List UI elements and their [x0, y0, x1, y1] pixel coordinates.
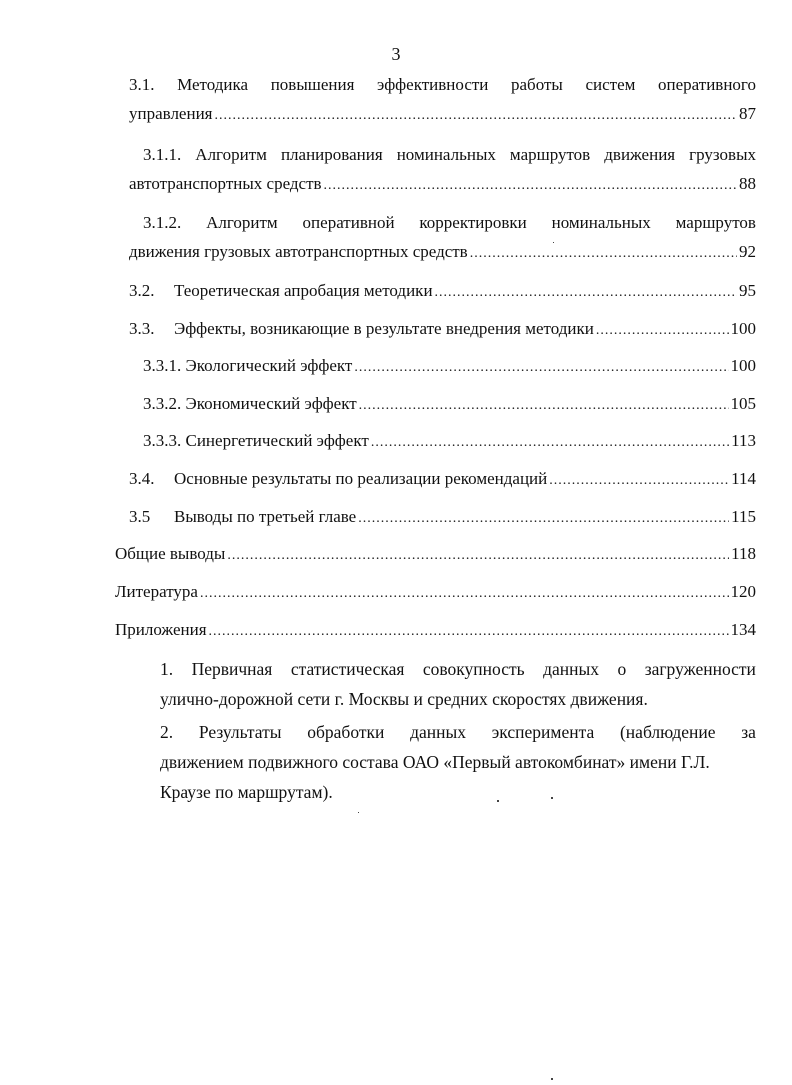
toc-entry-title: Выводы по третьей главе — [174, 507, 357, 526]
dot-leader — [354, 359, 728, 377]
toc-entry-number: 3.3. — [129, 319, 155, 338]
dot-leader — [215, 107, 738, 125]
toc-entry-title: 3.3.1. Экологический эффект — [143, 356, 353, 375]
dot-leader — [227, 547, 729, 565]
toc-entry-page: 95 — [739, 281, 756, 300]
dot-leader — [549, 472, 729, 490]
toc-entry-title: Литература — [115, 582, 198, 601]
appendix-line: 1. Первичная статистическая совокупность данных о загруженности — [160, 659, 756, 679]
toc-entry-page: 113 — [731, 431, 756, 450]
page-number: 3 — [391, 44, 401, 64]
toc-entry-3-1-1 — [129, 146, 756, 195]
appendix-line: улично-дорожной сети г. Москвы и средних скоростях движения. — [160, 689, 648, 709]
dot-leader — [470, 245, 737, 263]
toc-entry-title: Общие выводы — [115, 544, 226, 563]
toc-entry-line — [129, 243, 756, 263]
dot-leader — [358, 510, 729, 528]
dot-leader — [200, 585, 729, 603]
toc-entry-page: 120 — [730, 582, 756, 601]
scan-speck — [551, 797, 553, 799]
toc-entry-title: 3.3.3. Синергетический эффект — [143, 431, 369, 450]
toc-entry-3-3-1 — [143, 357, 756, 377]
toc-entry-page: 105 — [730, 394, 756, 413]
toc-entry-page: 87 — [739, 104, 756, 123]
toc-entry-line — [129, 105, 756, 125]
dot-leader — [371, 434, 729, 452]
appendix-line: 2. Результаты обработки данных эксперимента (наблюдение за — [160, 722, 756, 742]
toc-entry-conclusions — [115, 545, 756, 565]
scan-speck — [358, 812, 359, 813]
toc-entry-title: автотранспортных средств — [129, 174, 322, 193]
appendix-item-2 — [160, 717, 756, 807]
toc-entry-page: 114 — [731, 469, 756, 488]
toc-entry-title: движения грузовых автотранспортных средств — [129, 242, 468, 261]
toc-entry-line — [129, 175, 756, 195]
dot-leader — [596, 322, 729, 340]
toc-entry-number: 3.4. — [129, 469, 155, 488]
dot-leader — [435, 284, 737, 302]
toc-entry-title: Эффекты, возникающие в результате внедрения методики — [174, 319, 594, 338]
toc-entry-3-4 — [129, 470, 756, 490]
toc-entry-page: 92 — [739, 242, 756, 261]
toc-entry-appendices — [115, 621, 756, 641]
toc-entry-title: Приложения — [115, 620, 207, 639]
scan-speck — [497, 800, 499, 802]
scan-speck — [551, 1078, 553, 1080]
toc-entry-line: 3.1.2. Алгоритм оперативной корректировки номинальных маршрутов — [143, 213, 756, 232]
toc-entry-number: 3.2. — [129, 281, 155, 300]
toc-entry-page: 100 — [730, 356, 756, 375]
scan-speck — [553, 242, 554, 243]
toc-entry-3-1 — [129, 76, 756, 125]
toc-entry-page: 88 — [739, 174, 756, 193]
dot-leader — [359, 397, 729, 415]
toc-entry-title: 3.3.2. Экономический эффект — [143, 394, 357, 413]
toc-entry-3-3 — [129, 320, 756, 340]
toc-entry-page: 118 — [731, 544, 756, 563]
toc-entry-line: 3.1.1. Алгоритм планирования номинальных маршрутов движения грузовых — [143, 145, 756, 164]
appendix-item-1 — [160, 654, 756, 714]
toc-entry-page: 100 — [730, 319, 756, 338]
dot-leader — [209, 623, 729, 641]
toc-entry-number: 3.5 — [129, 507, 151, 526]
toc-entry-line: 3.1. Методика повышения эффективности работы систем оперативного — [129, 75, 756, 94]
toc-entry-page: 115 — [731, 507, 756, 526]
toc-entry-title: управления — [129, 104, 213, 123]
toc-entry-3-3-3 — [143, 432, 756, 452]
dot-leader — [324, 177, 737, 195]
toc-entry-title: Теоретическая апробация методики — [174, 281, 433, 300]
toc-entry-3-3-2 — [143, 395, 756, 415]
toc-entry-title: Основные результаты по реализации рекомендаций — [174, 469, 548, 488]
toc-entry-3-5 — [129, 508, 756, 528]
appendix-line: движением подвижного состава ОАО «Первый автокомбинат» имени Г.Л. — [160, 752, 710, 772]
appendix-line: Краузе по маршрутам). — [160, 782, 333, 802]
toc-entry-page: 134 — [730, 620, 756, 639]
toc-entry-3-1-2 — [129, 214, 756, 263]
toc-entry-3-2 — [129, 282, 756, 302]
toc-entry-literature — [115, 583, 756, 603]
